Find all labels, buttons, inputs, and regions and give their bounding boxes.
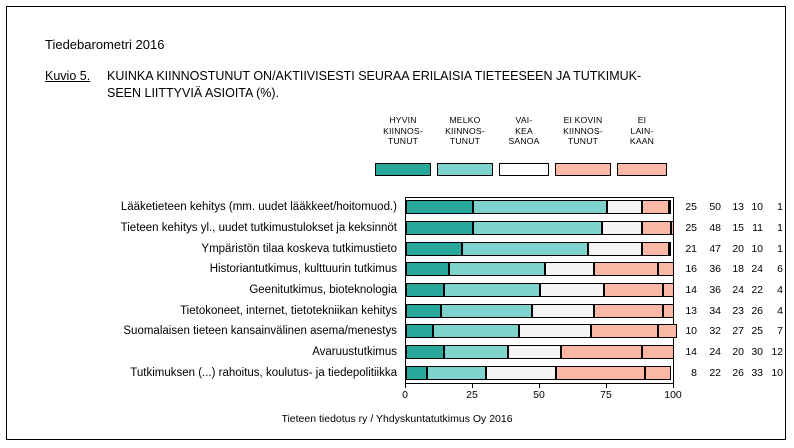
value-label: 10 [751, 201, 763, 214]
bar-segment-3 [602, 221, 642, 235]
value-label: 36 [709, 263, 721, 276]
x-tick [606, 384, 607, 388]
bar-segment-3 [540, 283, 604, 297]
bar-segment-5 [658, 324, 677, 338]
value-label: 10 [685, 325, 697, 338]
bar-segment-1 [406, 262, 449, 276]
bar-segment-2 [441, 304, 532, 318]
bar-segment-2 [444, 345, 508, 359]
x-tick-label: 100 [664, 389, 682, 401]
x-tick [539, 384, 540, 388]
legend-item-2 [437, 115, 493, 176]
legend-item-label: HYVIN KIINNOS- TUNUT [383, 115, 423, 146]
bar-segment-4 [594, 262, 658, 276]
x-tick [405, 384, 406, 388]
bar-segment-3 [532, 304, 594, 318]
x-tick [472, 384, 473, 388]
legend-item-5 [617, 115, 667, 176]
bar-segment-2 [462, 242, 588, 256]
value-label: 25 [685, 201, 697, 214]
value-label: 13 [685, 304, 697, 317]
bar-segment-3 [588, 242, 642, 256]
value-label: 22 [709, 366, 721, 379]
value-label: 4 [777, 284, 783, 296]
figure-number: Kuvio 5. [45, 69, 91, 83]
value-label: 1 [777, 222, 783, 234]
figure-caption-line-2: SEEN LIITTYVIÄ ASIOITA (%). [107, 86, 280, 100]
value-label: 34 [709, 304, 721, 317]
bar-row [406, 304, 673, 318]
bar-row [406, 345, 673, 359]
bar-segment-4 [642, 200, 669, 214]
bar-segment-3 [607, 200, 642, 214]
bar-segment-5 [669, 200, 672, 214]
value-label: 11 [752, 222, 763, 234]
value-label: 16 [685, 263, 697, 276]
value-label: 20 [732, 346, 744, 358]
value-label: 6 [777, 263, 783, 276]
x-tick-label: 0 [402, 389, 408, 401]
bar-row [406, 262, 673, 276]
bar-segment-1 [406, 242, 462, 256]
legend-swatch [555, 163, 611, 176]
value-label: 10 [751, 242, 763, 255]
plot-area [405, 197, 673, 383]
value-label: 24 [709, 346, 721, 358]
category-label: Tutkimuksen (...) rahoitus, koulutus- ja tiedepolitiikka [130, 366, 397, 379]
bar-segment-2 [433, 324, 519, 338]
x-tick [673, 384, 674, 388]
bar-segment-4 [642, 242, 669, 256]
value-label: 26 [751, 304, 763, 317]
value-label: 30 [751, 346, 763, 358]
bar-segment-5 [642, 345, 674, 359]
figure-caption [107, 68, 747, 102]
bar-segment-3 [508, 345, 562, 359]
bar-row [406, 242, 673, 256]
bar-segment-2 [427, 366, 486, 380]
value-label: 47 [709, 242, 721, 255]
value-label: 14 [685, 346, 697, 358]
bar-row [406, 366, 673, 380]
bar-segment-1 [406, 366, 427, 380]
bar-segment-2 [473, 200, 607, 214]
bar-segment-4 [561, 345, 641, 359]
bar-segment-1 [406, 200, 473, 214]
value-label: 8 [691, 366, 697, 379]
legend-swatch [437, 163, 493, 176]
value-label: 20 [732, 242, 744, 255]
value-label: 50 [709, 201, 721, 214]
value-label: 23 [732, 304, 744, 317]
value-label: 7 [777, 325, 783, 338]
value-label: 10 [771, 366, 783, 379]
legend-swatch [375, 163, 431, 176]
category-label: Ympäristön tilaa koskeva tutkimustieto [201, 242, 397, 255]
chart-frame [6, 6, 786, 440]
value-label: 1 [777, 201, 783, 214]
value-label: 36 [709, 284, 721, 296]
value-label: 27 [732, 325, 744, 338]
bar-segment-3 [545, 262, 593, 276]
bar-segment-2 [444, 283, 540, 297]
category-label: Lääketieteen kehitys (mm. uudet lääkkeet/hoitomuod.) [120, 201, 397, 214]
bar-segment-4 [642, 221, 671, 235]
value-label: 25 [751, 325, 763, 338]
bar-row [406, 200, 673, 214]
legend-item-3 [499, 115, 549, 176]
bar-segment-4 [591, 324, 658, 338]
bar-row [406, 324, 673, 338]
bar-segment-1 [406, 345, 444, 359]
bar-segment-2 [449, 262, 545, 276]
bar-segment-5 [663, 304, 674, 318]
bar-segment-5 [663, 283, 674, 297]
bar-segment-1 [406, 283, 444, 297]
value-label: 21 [685, 242, 697, 255]
value-label: 12 [771, 346, 783, 358]
value-label: 15 [732, 222, 744, 234]
legend-swatch [617, 163, 667, 176]
legend-item-label: VAI- KEA SANOA [508, 115, 540, 146]
category-label: Geenitutkimus, bioteknologia [249, 284, 397, 296]
bar-segment-1 [406, 304, 441, 318]
bar-segment-4 [594, 304, 664, 318]
category-label: Tietokoneet, internet, tietotekniikan kehitys [180, 304, 397, 317]
legend-swatch [499, 163, 549, 176]
legend-item-1 [375, 115, 431, 176]
bar-segment-3 [519, 324, 591, 338]
bar-segment-4 [604, 283, 663, 297]
value-label: 1 [777, 242, 783, 255]
value-label: 24 [751, 263, 763, 276]
bar-segment-5 [645, 366, 672, 380]
bar-segment-2 [473, 221, 602, 235]
bar-segment-3 [486, 366, 556, 380]
legend-item-label: EI LAIN- KAAN [629, 115, 655, 146]
x-tick-label: 25 [466, 389, 478, 401]
x-tick-label: 50 [533, 389, 545, 401]
bar-segment-1 [406, 324, 433, 338]
bar-row [406, 283, 673, 297]
legend-item-label: MELKO KIINNOS- TUNUT [445, 115, 485, 146]
legend-item-4 [555, 115, 611, 176]
value-label: 4 [777, 304, 783, 317]
source-note: Tieteen tiedotus ry / Yhdyskuntatutkimus Oy 2016 [281, 413, 513, 425]
value-label: 13 [732, 201, 744, 214]
value-label: 33 [751, 366, 763, 379]
x-tick-label: 75 [600, 389, 612, 401]
value-label: 32 [709, 325, 721, 338]
bar-segment-5 [669, 242, 672, 256]
chart-legend [375, 115, 685, 193]
bar-segment-1 [406, 221, 473, 235]
value-label: 22 [751, 284, 763, 296]
value-label: 14 [685, 284, 697, 296]
figure-caption-line-1: KUINKA KIINNOSTUNUT ON/AKTIIVISESTI SEURAA ERILAISIA TIETEESEEN JA TUTKIMUK- [107, 69, 642, 83]
bar-segment-5 [671, 221, 674, 235]
value-label: 25 [685, 222, 697, 234]
category-label: Historiantutkimus, kulttuurin tutkimus [209, 263, 397, 276]
legend-item-label: EI KOVIN KIINNOS- TUNUT [563, 115, 603, 146]
value-label: 24 [732, 284, 744, 296]
category-label: Tieteen kehitys yl., uudet tutkimustulokset ja keksinnöt [120, 222, 397, 234]
page-title: Tiedebarometri 2016 [45, 37, 165, 52]
value-label: 26 [732, 366, 744, 379]
bar-row [406, 221, 673, 235]
category-label: Avaruustutkimus [312, 346, 397, 358]
bar-segment-5 [658, 262, 674, 276]
value-label: 18 [732, 263, 744, 276]
category-label: Suomalaisen tieteen kansainvälinen asema/menestys [123, 325, 397, 338]
bar-segment-4 [556, 366, 644, 380]
value-label: 48 [709, 222, 721, 234]
